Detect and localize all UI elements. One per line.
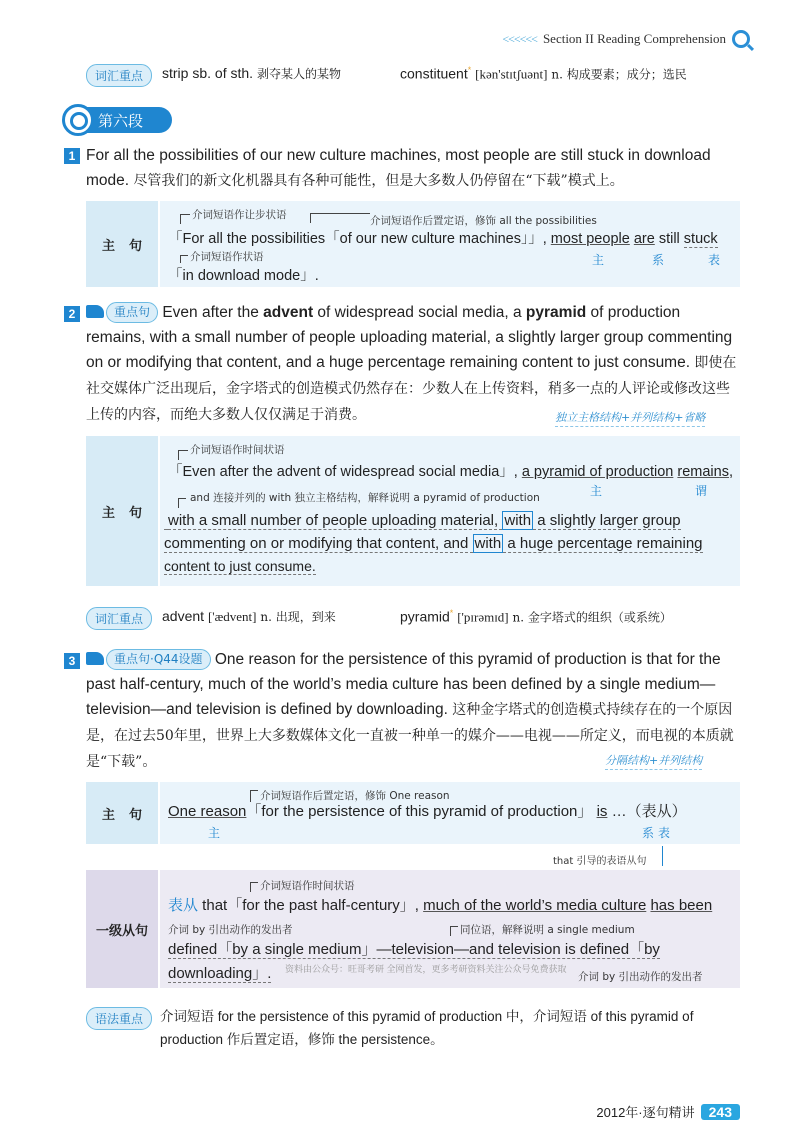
annotation: that 引导的表语从句 — [553, 856, 647, 867]
box-label: 主句 — [101, 807, 156, 823]
sentence-line — [168, 894, 712, 915]
star-mark: * — [449, 608, 454, 618]
boxed-word: with — [504, 512, 532, 529]
flag-icon — [86, 652, 104, 665]
sentence-part: a huge percentage remaining — [503, 535, 703, 552]
star-mark: * — [467, 65, 472, 75]
search-icon — [732, 30, 750, 48]
sentence-line: 「Even after the advent of widespread social media」, a pyramid of production remains, — [168, 464, 733, 480]
flag-icon — [86, 305, 104, 318]
watermark: 资料由公众号：旺哥考研 全网首发，更多考研资料关注公众号免费获取 — [285, 964, 567, 974]
sentence-part: defined「by a single medium」—television—and television is defined「by — [168, 941, 660, 958]
english-text: of widespread social media, a — [313, 304, 526, 321]
grammar-note: 介词短语 for the persistence of this pyramid of production 中，介词短语 of this pyramid of production 作后置定语，修饰 the persistence。 — [160, 1009, 694, 1047]
role-tag: 系 — [642, 826, 655, 840]
link-verb: is — [596, 803, 608, 820]
vocab-word: advent — [162, 608, 205, 624]
role-tag: 系 — [652, 253, 665, 267]
sentence-part: downloading」. — [168, 965, 272, 982]
annotation: and 连接并列的 with 独立主格结构，解释说明 a pyramid of production — [190, 492, 540, 504]
role-tag: 表 — [708, 253, 721, 267]
sentence-part: content to just consume. — [164, 558, 316, 574]
vocab-item — [162, 608, 336, 625]
sentence-line — [168, 962, 271, 983]
box-label: 主句 — [101, 505, 156, 521]
vocab-item — [400, 65, 687, 83]
sentence-part: a slightly larger group — [533, 512, 681, 529]
vocab-word: constituent — [400, 65, 468, 82]
annotation: 同位语，解释说明 a single medium — [460, 924, 635, 936]
predicate: has been — [650, 897, 713, 914]
english-text: Even after the — [162, 304, 264, 321]
subject: One reason — [168, 803, 247, 820]
structure-note: 独立主格结构+并列结构+省略 — [555, 409, 705, 427]
vocab-def: n. 金字塔式的组织（或系统） — [512, 610, 672, 625]
paragraph-number: 2 — [64, 306, 80, 322]
sentence-line — [168, 800, 687, 821]
link-verb: are — [633, 231, 655, 247]
vocab-item — [162, 65, 341, 82]
analysis-box-main-clause — [86, 782, 740, 844]
vocab-ipa: ['ædvent] — [207, 609, 257, 624]
search-icon — [62, 104, 94, 136]
english-text: For all the possibilities of our new culture machines, most people are still stuck in download mode. — [86, 147, 711, 189]
predicate: remains — [677, 464, 729, 480]
key-word: pyramid — [525, 304, 587, 321]
subject: much of the world’s media culture — [423, 897, 647, 914]
role-tag: 谓 — [695, 484, 708, 498]
running-header — [502, 30, 750, 48]
vocab-item — [400, 608, 672, 626]
sentence-part: 「For all the possibilities「of our new culture machines」」, — [168, 231, 551, 247]
analysis-box-main-clause — [86, 436, 740, 586]
box-label: 一级从句 — [95, 923, 148, 939]
role-tag: 主 — [592, 253, 605, 267]
vocab-tag: 词汇重点 — [86, 607, 152, 630]
role-tag: 主 — [590, 484, 603, 498]
vocab-ipa: ['pɪrəmɪd] — [457, 609, 509, 625]
chinese-translation: 尽管我们的新文化机器具有各种可能性，但是大多数人仍停留在“下载”模式上。 — [133, 173, 624, 189]
sentence-part: 「Even after the advent of widespread social media」, — [168, 464, 522, 480]
section-heading — [64, 107, 172, 133]
vocab-tag: 词汇重点 — [86, 64, 152, 87]
subject: a pyramid of production — [521, 464, 674, 480]
structure-note: 分隔结构+并列结构 — [605, 752, 702, 770]
chinese-translation: 这种金字塔式的创造模式持续存在的一个原因是，在过去50年里，世界上大多数媒体文化一直被一种单一的媒介——电视——所定义，而电视的本质就是“下载”。 — [86, 702, 734, 770]
sentence-line: 「in download mode」. — [168, 268, 319, 284]
chinese-translation: 即使在社交媒体广泛出现后，金字塔式的创造模式仍然存在：少数人在上传资料，稍多一点的人评论或修改这些上传的内容，而绝大多数人仅仅满足于消费。 — [86, 355, 737, 423]
paragraph-1 — [86, 143, 740, 194]
subject: most people — [550, 231, 630, 247]
vocab-word: strip sb. of sth. — [162, 65, 254, 81]
sentence-part: still — [654, 231, 684, 247]
annotation: 介词短语作后置定语，修饰 One reason — [260, 790, 450, 802]
key-sentence-badge: 重点句 — [106, 302, 158, 323]
sentence-part: with a small number of people uploading material, — [168, 512, 503, 529]
role-tag: 主 — [208, 826, 221, 840]
predicative: stuck — [683, 231, 718, 247]
role-tag: 表 — [658, 826, 671, 840]
header-title: Section II Reading Comprehension — [542, 31, 726, 46]
grammar-tag: 语法重点 — [86, 1007, 152, 1030]
footer-label: 2012年·逐句精讲 — [596, 1105, 695, 1120]
sentence-line — [168, 227, 718, 248]
annotation: 介词短语作时间状语 — [190, 444, 285, 456]
annotation: 介词 by 引出动作的发出者 — [168, 924, 293, 936]
annotation: 介词短语作让步状语 — [192, 209, 287, 221]
paragraph-number: 1 — [64, 148, 80, 164]
annotation: 介词短语作后置定语，修饰 all the possibilities — [370, 215, 597, 227]
sentence-line — [168, 938, 660, 959]
boxed-word: with — [474, 535, 502, 552]
vocab-def: n. 出现，到来 — [260, 610, 336, 624]
annotation: 介词短语作时间状语 — [260, 880, 355, 892]
key-word: advent — [263, 304, 314, 321]
vocab-def: 剥夺某人的某物 — [256, 67, 341, 81]
sentence-part: …（表从） — [607, 803, 687, 820]
vocab-ipa: [kən'stɪtʃuənt] — [475, 66, 548, 82]
paragraph-number: 3 — [64, 653, 80, 669]
sentence-line — [164, 512, 681, 529]
sentence-part: that「for the past half-century」, — [198, 897, 424, 914]
box-label: 主句 — [101, 238, 156, 254]
analysis-box-main-clause — [86, 201, 740, 287]
clause-label: 表从 — [168, 897, 199, 914]
sentence-part: 「for the persistence of this pyramid of production」 — [246, 803, 593, 820]
page-footer — [596, 1102, 740, 1121]
chevrons: <<<<<< — [502, 31, 537, 46]
vocab-def: n. 构成要素；成分；选民 — [551, 67, 687, 82]
key-sentence-badge: 重点句·Q44设题 — [106, 649, 211, 670]
section-title: 第六段 — [98, 112, 144, 130]
sentence-line — [164, 558, 316, 574]
sentence-line: commenting on or modifying that content, and with a huge percentage remaining — [164, 535, 703, 552]
annotation: 介词短语作状语 — [190, 251, 264, 263]
vocab-word: pyramid — [400, 608, 450, 625]
english-text: One reason for the persistence of this pyramid of production is that for the past half-century, much of the world’s media culture has been defined by a single medium—television—and television is defined by downloading. — [86, 651, 721, 718]
analysis-box-subordinate-clause — [86, 870, 740, 988]
page-number: 243 — [701, 1104, 740, 1120]
english-text: of production remains, with a small number of people uploading material, a slightly larger group commenting on or modifying that content, and a huge percentage remaining content to just consume. — [86, 304, 733, 371]
annotation: 介词 by 引出动作的发出者 — [578, 971, 703, 983]
